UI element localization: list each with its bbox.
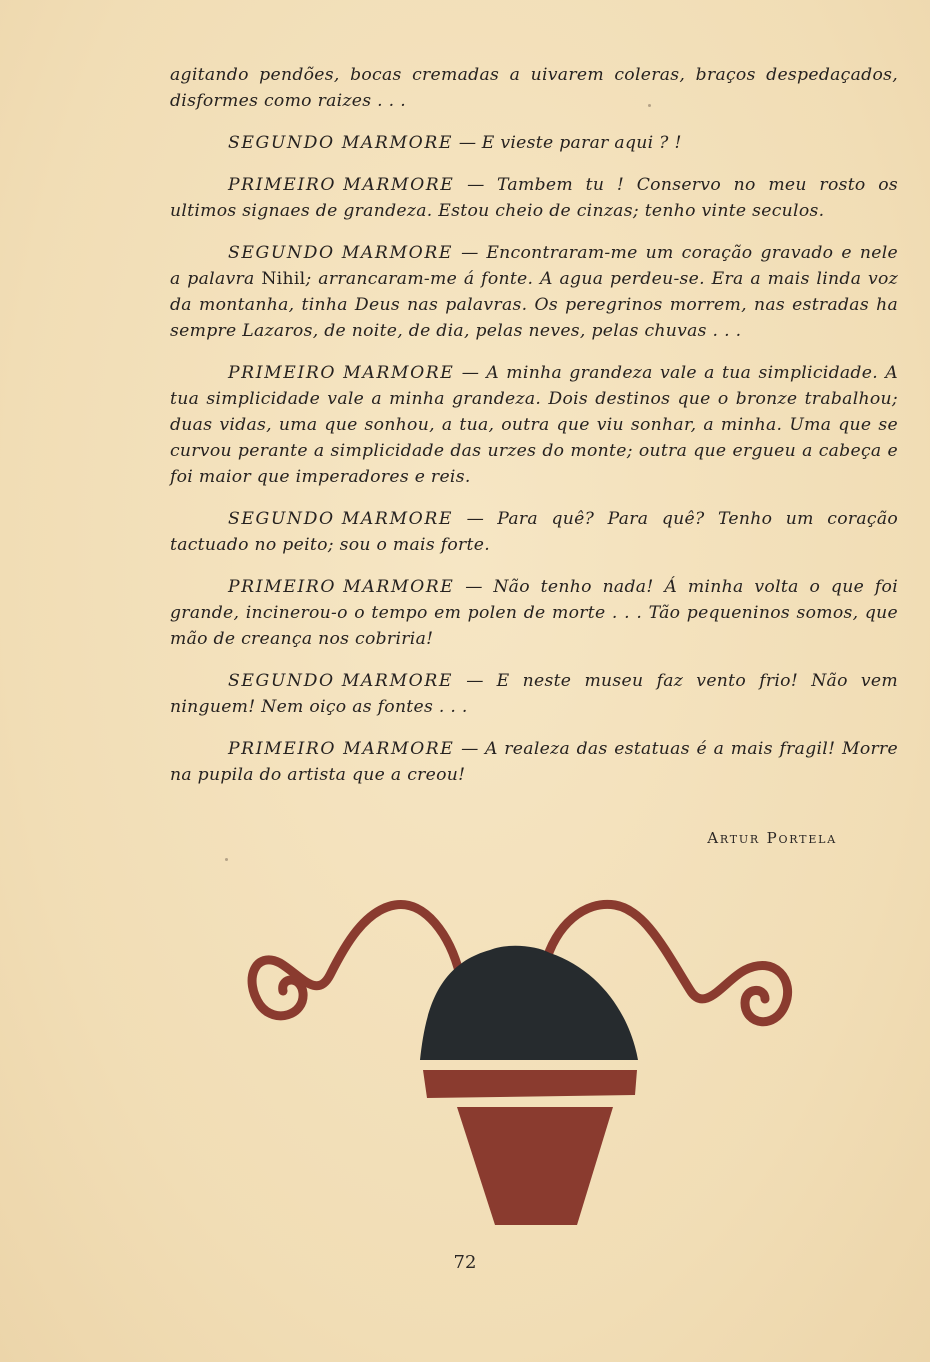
speaker-name: SEGUNDO MARMORE — [228, 243, 454, 263]
paragraph-dialogue — [170, 574, 898, 652]
paragraph-dialogue — [170, 360, 898, 490]
left-tendril — [252, 905, 460, 1016]
em-dash: — — [466, 509, 484, 529]
em-dash: — — [465, 577, 483, 597]
speech-text: Não tenho nada! Á minha volta o que foi grande, incinerou-o o tempo em polen de morte . . . Tão pequeninos somos, que mão de creança nos cobriria! — [170, 577, 898, 649]
speaker-name: SEGUNDO MARMORE — [228, 671, 454, 691]
em-dash: — — [458, 133, 476, 153]
author-signature: Artur Portela — [707, 829, 837, 847]
pot-body — [457, 1107, 613, 1225]
flowerpot-ornament-icon — [245, 895, 805, 1235]
paragraph-dialogue — [170, 506, 898, 558]
paragraph-dialogue — [170, 172, 898, 224]
em-dash: — — [461, 243, 479, 263]
page-number: 72 — [453, 1252, 477, 1273]
paragraph-dialogue — [170, 668, 898, 720]
paragraph-opening — [170, 62, 898, 114]
paragraph-dialogue — [170, 736, 898, 788]
speech-text: Tambem tu ! Conservo no meu rosto os ultimos signaes de grandeza. Estou cheio de cinzas; tenho vinte seculos. — [170, 175, 899, 221]
speaker-name: SEGUNDO MARMORE — [228, 133, 454, 153]
speaker-name: PRIMEIRO MARMORE — [228, 363, 455, 383]
speech-text: E neste museu faz vento frio! Não vem ninguem! Nem oiço as fontes . . . — [170, 671, 898, 717]
pot-rim — [423, 1070, 637, 1098]
speaker-name: PRIMEIRO MARMORE — [228, 739, 455, 759]
speech-text: A minha grandeza vale a tua simplicidade. A tua simplicidade vale a minha grandeza. Dois destinos que o bronze trabalhou; duas vidas, uma que sonhou, a tua, outra que viu sonhar, a minha. Uma que se curvou perante a simplicidade das urzes do monte; outra que ergueu a cabeça e foi maior que imperadores e reis. — [170, 363, 898, 487]
speaker-name: SEGUNDO MARMORE — [228, 509, 454, 529]
paragraph-text: agitando pendões, bocas cremadas a uivarem coleras, braços despedaçados, disformes como raizes . . . — [170, 65, 898, 111]
dialogue-text — [170, 62, 898, 804]
speaker-name: PRIMEIRO MARMORE — [228, 577, 455, 597]
speech-text-continued: ; arrancaram-me á fonte. A agua perdeu-se. Era a mais linda voz da montanha, tinha Deus nas palavras. Os peregrinos morrem, nas estradas ha sempre Lazaros, de noite, de dia, pelas neves, pelas chuvas . . . — [170, 269, 899, 341]
paragraph-dialogue — [170, 240, 898, 344]
em-dash: — — [461, 363, 479, 383]
em-dash: — — [461, 739, 479, 759]
em-dash: — — [467, 175, 485, 195]
roman-word: Nihil — [261, 269, 306, 289]
paper-speck — [648, 104, 651, 107]
speech-text: Encontraram-me um coração gravado e nele a palavra — [170, 243, 898, 289]
speech-text: A realeza das estatuas é a mais fragil! Morre na pupila do artista que a creou! — [170, 739, 898, 785]
speaker-name: PRIMEIRO MARMORE — [228, 175, 455, 195]
paper-speck — [225, 858, 228, 861]
speech-text: Para quê? Para quê? Tenho um coração tactuado no peito; sou o mais forte. — [170, 509, 899, 555]
em-dash: — — [466, 671, 484, 691]
paragraph-dialogue — [170, 130, 898, 156]
speech-text: E vieste parar aqui ? ! — [481, 133, 682, 153]
